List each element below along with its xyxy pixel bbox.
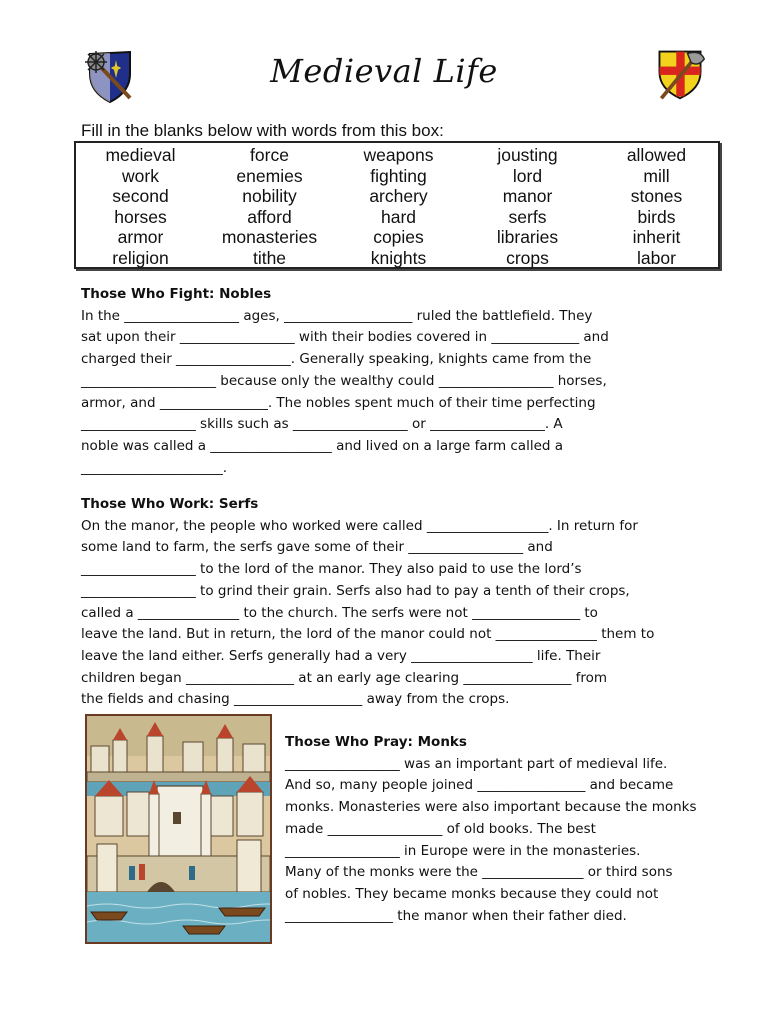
word-bank-item: weapons — [363, 145, 434, 165]
page-title: Medieval Life — [270, 52, 498, 90]
word-bank-item: fighting — [370, 165, 427, 186]
text-line: _________________ to grind their grain. Serfs also had to pay a tenth of their crops, — [81, 582, 630, 599]
text-line: _________________ was an important part of medieval life. — [285, 755, 668, 772]
section-nobles — [81, 284, 721, 479]
text-line: _________________ skills such as _________________ or _________________. A — [81, 416, 563, 433]
word-bank-item: archery — [369, 186, 428, 207]
text-line: monks. Monasteries were also important because the monks — [285, 799, 697, 816]
word-bank-item: stones — [630, 186, 683, 207]
text-line: called a _______________ to the church. The serfs were not ________________ to — [81, 604, 598, 621]
text-line: sat upon their _________________ with their bodies covered in _____________ and — [81, 329, 609, 346]
word-bank-item: enemies — [236, 165, 303, 186]
text-line: ________________ the manor when their father died. — [285, 907, 627, 924]
section-heading: Those Who Fight: Nobles — [81, 286, 272, 302]
word-bank-item: afford — [247, 206, 292, 227]
word-bank-item: lord — [512, 165, 543, 186]
section-heading: Those Who Pray: Monks — [285, 734, 467, 750]
text-line: Many of the monks were the _______________ or third sons — [285, 864, 673, 881]
word-bank-item: tithe — [252, 247, 287, 268]
word-bank-item: monasteries — [221, 227, 318, 248]
section-monks — [285, 732, 725, 927]
word-bank-box — [74, 141, 720, 269]
text-line: made _________________ of old books. The best — [285, 820, 596, 837]
text-line: noble was called a __________________ and lived on a large farm called a — [81, 437, 564, 454]
word-bank-item: knights — [370, 247, 427, 268]
word-bank-item: medieval — [105, 145, 176, 165]
word-bank-item: mill — [643, 165, 670, 186]
word-bank-item: hard — [380, 206, 417, 227]
word-bank-item: crops — [506, 247, 549, 268]
text-line: _________________ in Europe were in the monasteries. — [285, 842, 641, 859]
section-serfs — [81, 494, 721, 711]
word-bank-item: religion — [112, 247, 169, 268]
word-bank-item: second — [112, 186, 169, 207]
text-line: charged their _________________. Generally speaking, knights came from the — [81, 351, 592, 368]
section-heading: Those Who Work: Serfs — [81, 496, 259, 512]
word-bank-item: manor — [502, 186, 553, 207]
word-bank-item: force — [250, 145, 289, 165]
text-line: ____________________ because only the wealthy could _________________ horses, — [81, 372, 607, 389]
text-line: armor, and ________________. The nobles spent much of their time perfecting — [81, 394, 596, 411]
word-bank-item: serfs — [508, 206, 547, 227]
text-line: leave the land either. Serfs generally had a very __________________ life. Their — [81, 647, 601, 664]
word-bank-item: inherit — [632, 227, 681, 248]
text-line: _____________________. — [81, 459, 228, 476]
text-line: some land to farm, the serfs gave some of their _________________ and — [81, 539, 553, 556]
instructions-text: Fill in the blanks below with words from this box: — [81, 121, 444, 140]
word-bank-item: copies — [373, 227, 424, 248]
word-bank-item: horses — [114, 206, 167, 227]
word-bank-grid — [76, 145, 722, 269]
word-bank-item: labor — [637, 247, 676, 268]
text-line: In the _________________ ages, ___________________ ruled the battlefield. They — [81, 307, 593, 324]
text-line: the fields and chasing ___________________ away from the crops. — [81, 691, 510, 708]
medieval-city-illustration — [85, 714, 272, 944]
word-bank-item: armor — [117, 227, 164, 248]
text-line: children began ________________ at an early age clearing ________________ from — [81, 669, 608, 686]
word-bank-item: work — [122, 165, 159, 186]
text-line: On the manor, the people who worked were called __________________. In return for — [81, 517, 638, 534]
text-line: of nobles. They became monks because they could not — [285, 885, 659, 902]
shield-axe-icon — [652, 46, 708, 107]
word-bank-item: nobility — [242, 186, 297, 207]
word-bank-item: birds — [637, 206, 676, 227]
word-bank-item: libraries — [496, 227, 559, 248]
word-bank-item: jousting — [497, 145, 558, 165]
text-line: leave the land. But in return, the lord of the manor could not _______________ them to — [81, 626, 655, 643]
word-bank-item: allowed — [626, 145, 687, 165]
text-line: _________________ to the lord of the manor. They also paid to use the lord’s — [81, 561, 582, 578]
text-line: And so, many people joined ________________ and became — [285, 777, 674, 794]
